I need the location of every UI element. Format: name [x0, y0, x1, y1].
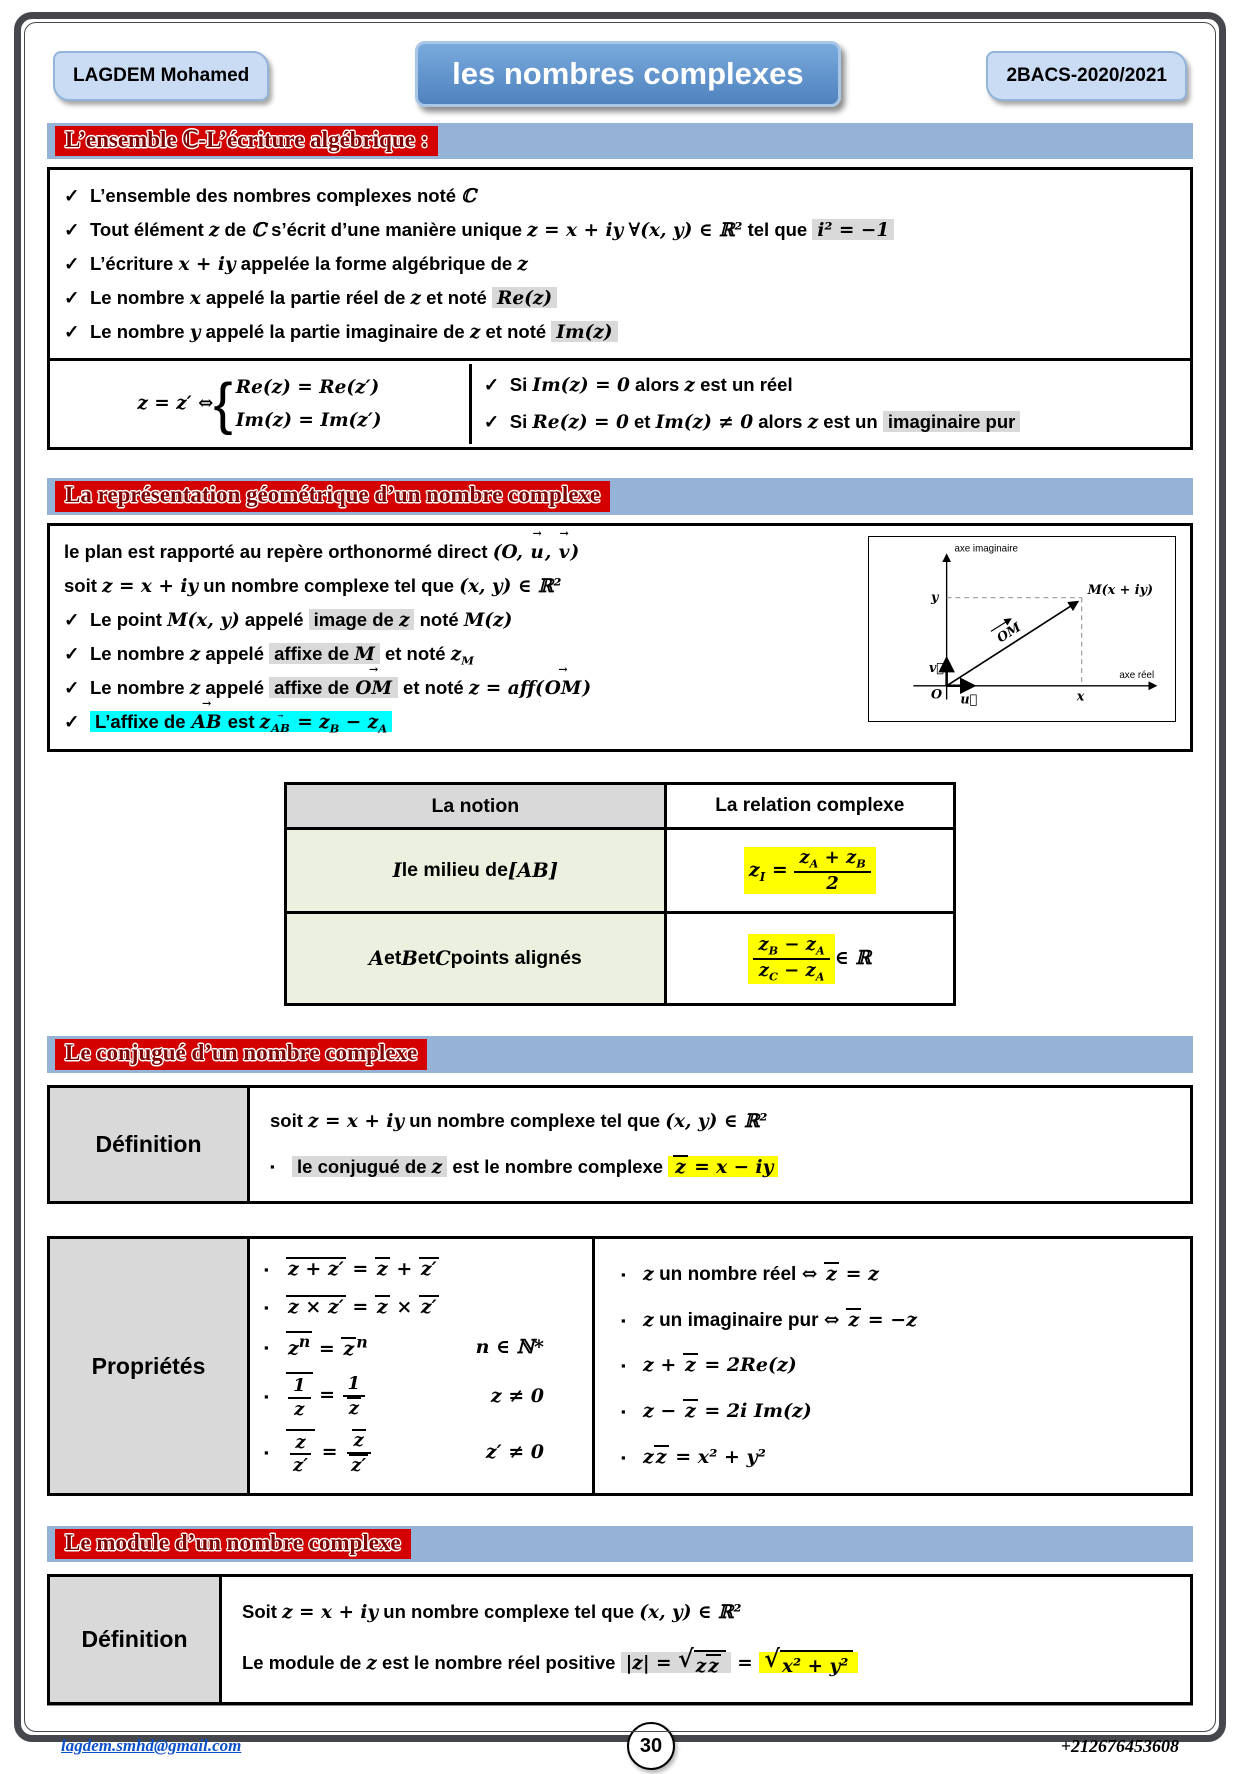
alignment-relation: $\frac{z_B - z_A}{z_C - z_A}$ ∈ ℝ: [667, 917, 953, 1000]
property-row: [621, 1306, 1176, 1336]
section1-bar: [47, 123, 1193, 159]
doc-title: les nombres complexes: [452, 56, 804, 91]
properties-label: Propriétés: [50, 1239, 250, 1492]
equality-table: [50, 358, 1190, 447]
geometric-representation-diagram: [868, 536, 1176, 722]
property-formula: $\frac{z}{z'}$ = $\frac{z}{z'}$: [286, 1429, 373, 1477]
property-row: [264, 1429, 578, 1477]
real-case-line: [484, 370, 1178, 401]
bullet-icon: ▪: [264, 1444, 269, 1460]
notion-header-row: [287, 785, 953, 827]
page-frame: [14, 12, 1226, 1757]
s1-item-3: [64, 249, 1176, 280]
section2-bar: [47, 478, 1193, 514]
property-row: [264, 1293, 578, 1323]
property-row: [621, 1443, 1176, 1473]
section4-heading: Le module d’un nombre complexe: [55, 1529, 411, 1559]
conjugate-line-2-text: le conjugué de z est le nombre complexe z = x − iy: [292, 1156, 778, 1177]
om-vector: [947, 601, 1078, 685]
check-icon: ✓: [64, 642, 80, 664]
property-formula: z z = x² + y²: [643, 1446, 766, 1469]
imaginary-case-line: [484, 407, 1178, 438]
conjugate-line-1: soit z = x + iy un nombre complexe tel que (x, y) ∈ ℝ²: [270, 1109, 768, 1132]
v-vector-label: v⃗: [929, 659, 945, 675]
module-definition-body: [222, 1577, 1190, 1702]
property-formula: z un imaginaire pur ⇔ z = −z: [643, 1308, 917, 1331]
imaginary-case-text: Si Re(z) = 0 et Im(z) ≠ 0 alors z est un imaginaire pur: [510, 411, 1021, 432]
properties-left-column: [250, 1239, 595, 1492]
bullet-icon: ▪: [621, 1358, 626, 1374]
property-formula: z un nombre réel ⇔ z = z: [643, 1262, 879, 1285]
check-icon: ✓: [64, 321, 80, 343]
check-icon: ✓: [64, 676, 80, 698]
midpoint-relation: $z_I$ = $\frac{z_A + z_B}{2}$: [667, 833, 953, 908]
s2-item-3-text: Le nombre z appelé affixe de OM → et noté z = aff(OM →): [90, 677, 591, 698]
property-condition: z ≠ 0: [490, 1384, 544, 1407]
origin-label: O: [930, 686, 943, 702]
property-condition: n ∈ ℕ*: [475, 1335, 544, 1358]
bullet-icon: ▪: [264, 1339, 269, 1355]
x-coordinate-label: x: [1076, 688, 1085, 704]
author-banner: [53, 51, 269, 101]
s1-item-4: [64, 283, 1176, 314]
table-row-alignment: [287, 911, 953, 1003]
bullet-icon: ▪: [264, 1388, 269, 1404]
section2-box: [47, 523, 1193, 752]
midpoint-notion: I le milieu de [AB]: [287, 830, 667, 911]
conjugate-definition-table: [47, 1085, 1193, 1205]
point-m-label: M(x + iy): [1087, 581, 1154, 597]
alignment-notion: A et B et C points alignés: [287, 914, 667, 1003]
om-label: OM: [993, 618, 1024, 645]
y-coordinate-label: y: [930, 589, 939, 605]
page-number-badge: [627, 1722, 675, 1770]
bullet-icon: ▪: [621, 1450, 626, 1466]
s2-intro-2: soit z = x + iy un nombre complexe tel que (x, y) ∈ ℝ²: [64, 574, 562, 597]
check-icon: ✓: [64, 287, 80, 309]
property-row: [621, 1260, 1176, 1290]
property-formula: z − z = 2i Im(z): [643, 1400, 812, 1423]
doc-title-banner: [415, 41, 841, 107]
property-row: [264, 1372, 578, 1420]
year-banner: [986, 51, 1187, 101]
check-icon: ✓: [483, 411, 500, 433]
property-formula: z + z′ = z + z′: [288, 1258, 437, 1281]
check-icon: ✓: [64, 253, 80, 275]
property-row: [621, 1351, 1176, 1381]
s2-item-4-text: L’affixe de AB → est $z_{AB}$ → = $z_B - z_A$: [90, 711, 392, 732]
property-row: [621, 1397, 1176, 1427]
conjugate-properties-table: [47, 1236, 1193, 1495]
s1-item-1: [64, 181, 1176, 212]
footer: [47, 1705, 1193, 1774]
email-link[interactable]: lagdem.smhd@gmail.com: [61, 1736, 242, 1756]
section3-heading: Le conjugué d’un nombre complexe: [55, 1039, 427, 1069]
class-year: 2BACS-2020/2021: [1006, 65, 1167, 86]
property-condition: z′ ≠ 0: [485, 1440, 544, 1463]
property-row: [264, 1255, 578, 1285]
property-formula: z + z = 2Re(z): [643, 1354, 797, 1377]
section4-bar: [47, 1526, 1193, 1562]
property-formula: $\frac{1}{z}$ = $\frac{1}{z}$: [286, 1372, 366, 1420]
check-icon: ✓: [64, 608, 80, 630]
s1-item-5-text: Le nombre y appelé la partie imaginaire de z et noté Im(z): [90, 321, 618, 342]
s1-item-4-text: Le nombre x appelé la partie réel de z et noté Re(z): [90, 287, 557, 308]
bullet-icon: ▪: [621, 1404, 626, 1420]
equality-consequences: [472, 361, 1190, 447]
property-formula: $z^n = z$ $^n$: [288, 1332, 368, 1360]
module-line-2: Le module de z est le nombre réel positive |z| = √ z z = √ x² + y²: [242, 1648, 1170, 1682]
author-name: LAGDEM Mohamed: [73, 65, 250, 86]
phone-number: +212676453608: [1060, 1735, 1179, 1756]
s1-item-2: [64, 215, 1176, 246]
bullet-icon: ▪: [621, 1312, 626, 1328]
check-icon: ✓: [64, 710, 80, 732]
real-case-text: Si Im(z) = 0 alors z est un réel: [509, 374, 793, 397]
s1-item-5: [64, 317, 1176, 348]
notion-column-header: La notion: [287, 785, 667, 827]
imaginary-axis-label: axe imaginaire: [954, 543, 1018, 555]
property-formula: z × z′ = z × z′: [288, 1295, 437, 1318]
definition-label: Définition: [50, 1088, 250, 1202]
s2-item-1-text: Le point M(x, y) appelé image de z noté M(z): [90, 608, 513, 631]
real-axis-label: axe réel: [1119, 669, 1155, 681]
conjugate-definition-body: [250, 1088, 1190, 1202]
u-vector-label: u⃗: [960, 691, 978, 707]
s2-item-2-text: Le nombre z appelé affixe de M et noté $z_M$: [90, 642, 474, 668]
s1-item-3-text: L’écriture x + iy appelée la forme algébrique de z: [90, 253, 528, 276]
relation-column-header: La relation complexe: [715, 795, 905, 817]
module-line-1: Soit z = x + iy un nombre complexe tel que (x, y) ∈ ℝ²: [242, 1601, 742, 1624]
s1-item-2-text: Tout élément z de ℂ s’écrit d’une manière unique z = x + iy ∀(x, y) ∈ ℝ² tel que i² = −1: [90, 219, 894, 240]
properties-right-column: [595, 1239, 1190, 1492]
equality-condition: z = z′ ⇔ { Re(z) = Re(z′) Im(z) = Im(z′): [50, 364, 472, 444]
definition-label: Définition: [50, 1577, 222, 1702]
check-icon: ✓: [483, 374, 500, 396]
section3-bar: [47, 1036, 1193, 1072]
section1-heading: L’ensemble ℂ-L’écriture algébrique :: [55, 126, 438, 156]
bullet-icon: ▪: [264, 1262, 269, 1278]
check-icon: ✓: [64, 219, 80, 241]
om-label-group: [991, 616, 1024, 646]
bullet-icon: ▪: [264, 1299, 269, 1315]
property-row: [264, 1330, 578, 1364]
page-number: 30: [639, 1734, 663, 1757]
section1-box: [47, 167, 1193, 450]
check-icon: ✓: [64, 185, 80, 207]
s1-item-1-text: L’ensemble des nombres complexes noté ℂ: [90, 185, 476, 208]
conjugate-line-2: [270, 1152, 1170, 1183]
module-definition-table: [47, 1574, 1193, 1705]
bullet-icon: ▪: [270, 1159, 275, 1175]
table-row-midpoint: [287, 827, 953, 911]
bullet-icon: ▪: [621, 1266, 626, 1282]
s2-intro-1: le plan est rapporté au repère orthonormé direct (O, u →, v →): [64, 537, 1176, 568]
header: [47, 33, 1193, 113]
notion-relation-table: [284, 782, 956, 1006]
section2-heading: La représentation géométrique d’un nombre complexe: [55, 481, 610, 511]
